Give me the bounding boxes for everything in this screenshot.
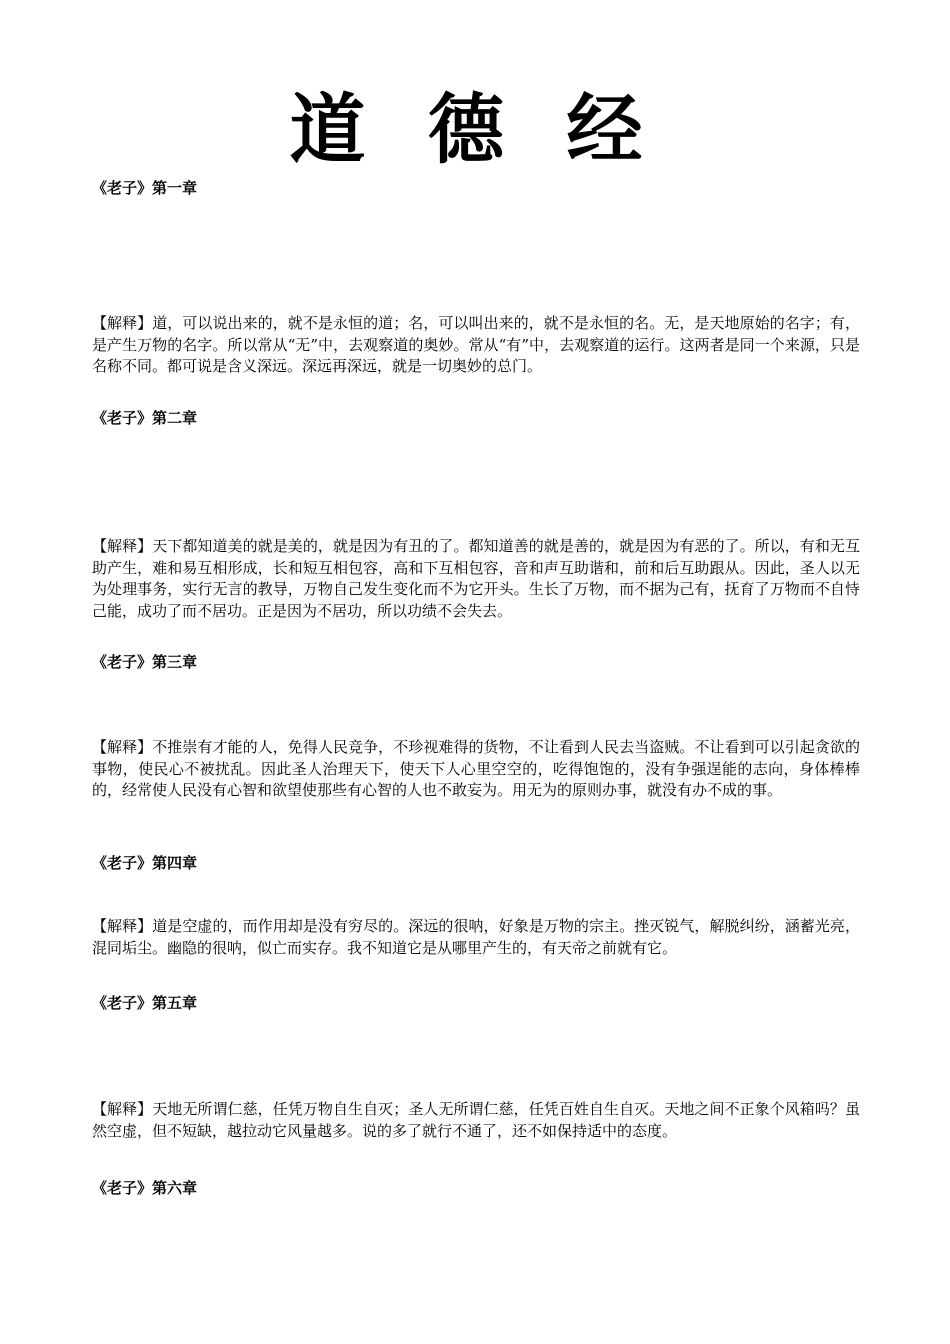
document-title: 道 德 经 bbox=[289, 85, 661, 174]
explanation-label: 【解释】 bbox=[92, 1100, 153, 1118]
explanation-text: 道是空虚的，而作用却是没有穷尽的。深远的很呐，好象是万物的宗主。挫灭锐气，解脱纠纷，涵蓄光亮，混同垢尘。幽隐的很呐，似亡而实存。我不知道它是从哪里产生的，有天帝之前就有它。 bbox=[92, 917, 860, 957]
chapter-heading-3: 《老子》第三章 bbox=[92, 653, 198, 671]
explanation-text: 天下都知道美的就是美的，就是因为有丑的了。都知道善的就是善的，就是因为有恶的了。所以，有和无互助产生，难和易互相形成，长和短互相包容，高和下互相包容，音和声互助谐和，前和后互助跟从。因此，圣人以无为处理事务，实行无言的教导，万物自己发生变化而不为它开头。生长了万物，而不据为己有，抚育了万物而不自恃己能，成功了而不居功。正是因为不居功，所以功绩不会失去。 bbox=[92, 537, 860, 620]
chapter-explanation-3 bbox=[92, 737, 860, 802]
explanation-text: 道，可以说出来的，就不是永恒的道；名，可以叫出来的，就不是永恒的名。无，是天地原始的名字；有，是产生万物的名字。所以常从“无”中，去观察道的奥妙。常从“有”中，去观察道的运行。这两者是同一个来源，只是名称不同。都可说是含义深远。深远再深远，就是一切奥妙的总门。 bbox=[92, 314, 860, 375]
explanation-text: 天地无所谓仁慈，任凭万物自生自灭；圣人无所谓仁慈，任凭百姓自生自灭。天地之间不正象个风箱吗？虽然空虚，但不短缺，越拉动它风量越多。说的多了就行不通了，还不如保持适中的态度。 bbox=[92, 1100, 860, 1140]
chapter-explanation-4 bbox=[92, 916, 860, 959]
chapter-heading-5: 《老子》第五章 bbox=[92, 994, 198, 1012]
chapter-heading-2: 《老子》第二章 bbox=[92, 409, 198, 427]
chapter-heading-6: 《老子》第六章 bbox=[92, 1179, 198, 1197]
explanation-text: 不推崇有才能的人，免得人民竞争，不珍视难得的货物，不让看到人民去当盗贼。不让看到可以引起贪欲的事物，使民心不被扰乱。因此圣人治理天下，使天下人心里空空的，吃得饱饱的，没有争强逞能的志向，身体棒棒的，经常使人民没有心智和欲望使那些有心智的人也不敢妄为。用无为的原则办事，就没有办不成的事。 bbox=[92, 738, 860, 799]
chapter-explanation-1 bbox=[92, 313, 860, 378]
chapter-heading-4: 《老子》第四章 bbox=[92, 854, 198, 872]
chapter-explanation-2 bbox=[92, 536, 860, 622]
chapter-heading-1: 《老子》第一章 bbox=[92, 179, 198, 197]
chapter-explanation-5 bbox=[92, 1099, 860, 1142]
explanation-label: 【解释】 bbox=[92, 738, 153, 756]
explanation-label: 【解释】 bbox=[92, 917, 153, 935]
explanation-label: 【解释】 bbox=[92, 537, 153, 555]
explanation-label: 【解释】 bbox=[92, 314, 153, 332]
